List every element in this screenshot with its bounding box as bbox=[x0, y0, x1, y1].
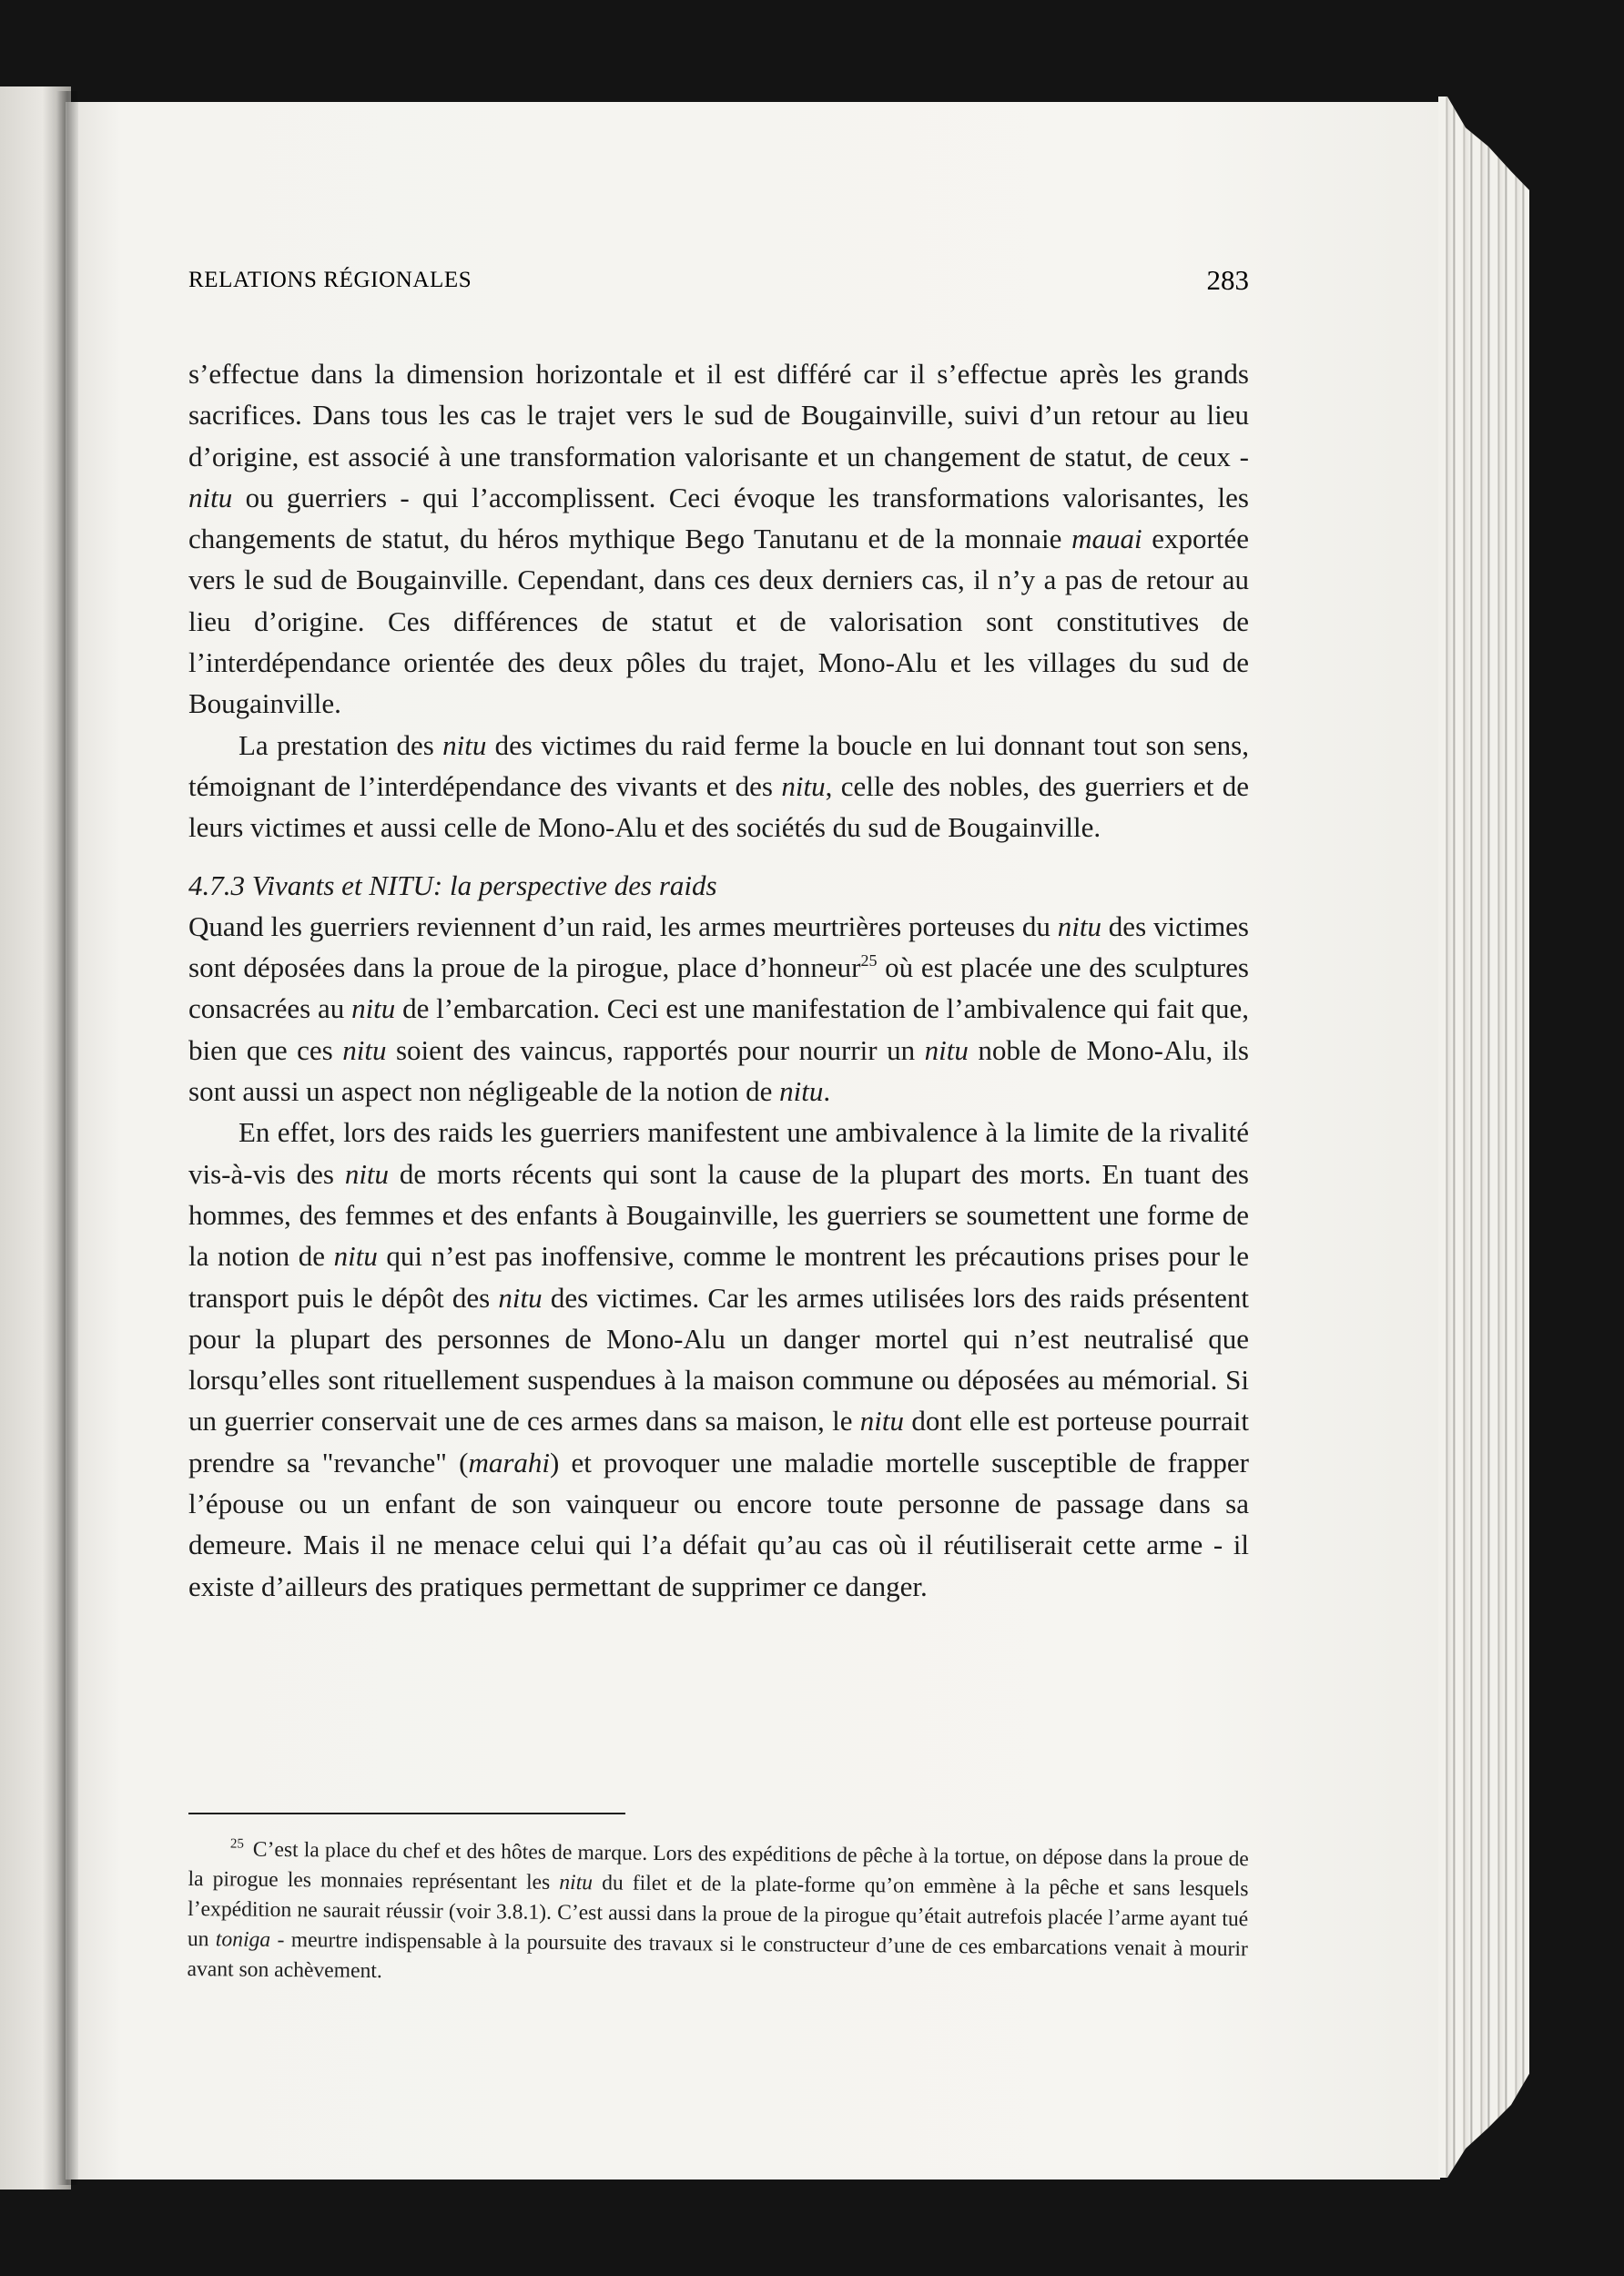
text-run: s’effectue dans la dimension horizontale et il est différé car il s’effectue après les grands sacrifices. Dans tous les cas le trajet vers le sud de Bougainville, suivi d’un retour au lieu d’origine, est associé à une transformation valorisante et un changement de statut, de ceux - bbox=[188, 358, 1249, 472]
footnote-text bbox=[187, 1838, 1248, 1983]
text-run: de l’embarcation. Ceci est une manifestation de l’ambivalence qui fait que, bien que ces bbox=[188, 992, 1249, 1066]
italic-term: nitu bbox=[559, 1870, 594, 1895]
italic-term: nitu bbox=[779, 1075, 824, 1108]
running-head-title: RELATIONS RÉGIONALES bbox=[188, 268, 472, 292]
text-run: . bbox=[823, 1075, 831, 1108]
text-run: noble de Mono-Alu, ils sont aussi un aspect non négligeable de la notion de bbox=[188, 1033, 1249, 1108]
italic-term: marahi bbox=[468, 1446, 551, 1478]
text-run: C’est la place du chef et des hôtes de marque. Lors des expéditions de pêche à la tortue, on dépose dans la proue de la pirogue les monnaies représentant les bbox=[188, 1837, 1249, 1895]
text-run: de morts récents qui sont la cause de la plupart des morts. En tuant des hommes, des femmes et des enfants à Bougainville, les guerriers se soumettent une forme de la notion de bbox=[188, 1157, 1249, 1273]
paragraph bbox=[188, 725, 1249, 848]
text-run: , celle des nobles, des guerriers et de leurs victimes et aussi celle de Mono-Alu et des sociétés du sud de Bougainville. bbox=[188, 769, 1249, 844]
italic-term: nitu bbox=[442, 728, 487, 761]
text-run: - meurtre indispensable à la poursuite des travaux si le constructeur d’une de ces embarcations venait à mourir avant son achèvement. bbox=[187, 1927, 1248, 1984]
italic-term: nitu bbox=[342, 1033, 387, 1066]
text-run: qui n’est pas inoffensive, comme le montrent les précautions prises pour le transport puis le dépôt des bbox=[188, 1240, 1249, 1314]
italic-term: nitu bbox=[351, 992, 396, 1025]
italic-term: nitu bbox=[924, 1033, 969, 1066]
italic-term: nitu bbox=[188, 481, 233, 513]
italic-term: nitu bbox=[859, 1405, 905, 1438]
italic-term: nitu bbox=[781, 769, 826, 802]
text-run: La prestation des bbox=[239, 728, 443, 761]
italic-term: nitu bbox=[344, 1157, 390, 1190]
italic-term: nitu bbox=[1057, 909, 1101, 942]
italic-term: nitu bbox=[498, 1281, 543, 1314]
footnote bbox=[187, 1834, 1249, 1995]
footnote-number: 25 bbox=[229, 1836, 244, 1852]
text-run: des victimes du raid ferme la boucle en lui donnant tout son sens, témoignant de l’interdépendance des vivants et des bbox=[188, 728, 1249, 802]
running-head bbox=[188, 264, 1249, 300]
text-run: exportée vers le sud de Bougainville. Cependant, dans ces deux derniers cas, il n’y a pas de retour au lieu d’origine. Ces différences de statut et de valorisation sont constitutives de l’interdépendance orientée des deux pôles du trajet, Mono-Alu et les villages du sud de Bougainville. bbox=[188, 523, 1249, 720]
text-run: dont elle est porteuse pourrait prendre sa "revanche" ( bbox=[188, 1405, 1249, 1478]
text-run: où est placée une des sculptures consacrées au bbox=[188, 951, 1249, 1025]
section-heading: 4.7.3 Vivants et NITU: la perspective des raids bbox=[188, 869, 717, 901]
footnote-rule bbox=[188, 1813, 625, 1814]
book-gutter bbox=[56, 91, 78, 2185]
text-run: ou guerriers - qui l’accomplissent. Ceci évoque les transformations valorisantes, les changements de statut, du héros mythique Bego Tanutanu et de la monnaie bbox=[188, 481, 1249, 555]
text-run: des victimes sont déposées dans la proue de la pirogue, place d’honneur bbox=[188, 909, 1249, 984]
paragraph bbox=[188, 1112, 1249, 1607]
page-number: 283 bbox=[1206, 264, 1249, 296]
footnote-reference: 25 bbox=[860, 951, 878, 970]
italic-term: mauai bbox=[1071, 523, 1142, 555]
italic-term: nitu bbox=[333, 1240, 378, 1273]
body-text bbox=[188, 353, 1249, 1607]
page-block-edges bbox=[1438, 97, 1529, 2178]
paragraph bbox=[188, 353, 1249, 725]
paragraph bbox=[188, 906, 1249, 1112]
text-run: du filet et de la plate-forme qu’on emmène à la pêche et sans lesquels l’expédition ne saurait réussir (voir 3.8.1). C’est aussi dans la proue de la pirogue qu’était autrefois placée l’arme ayant tué un bbox=[187, 1871, 1249, 1952]
text-run: ) et provoquer une maladie mortelle susceptible de frapper l’épouse ou un enfant de son vainqueur ou encore toute personne de passage dans sa demeure. Mais il ne menace celui qui l’a défait qu’au cas où il réutiliserait cette arme - il existe d’ailleurs des pratiques permettant de supprimer ce danger. bbox=[188, 1446, 1249, 1602]
text-run: soient des vaincus, rapportés pour nourrir un bbox=[386, 1033, 925, 1066]
italic-term: toniga bbox=[215, 1927, 271, 1952]
text-run: En effet, lors des raids les guerriers manifestent une ambivalence à la limite de la rivalité vis-à-vis des bbox=[188, 1116, 1249, 1190]
text-run: des victimes. Car les armes utilisées lors des raids présentent pour la plupart des personnes de Mono-Alu un danger mortel qui n’est neutralisé que lorsqu’elles sont rituellement suspendues à la maison commune ou déposées au mémorial. Si un guerrier conservait une de ces armes dans sa maison, le bbox=[188, 1281, 1249, 1438]
text-run: Quand les guerriers reviennent d’un raid, les armes meurtrières porteuses du bbox=[188, 909, 1058, 942]
